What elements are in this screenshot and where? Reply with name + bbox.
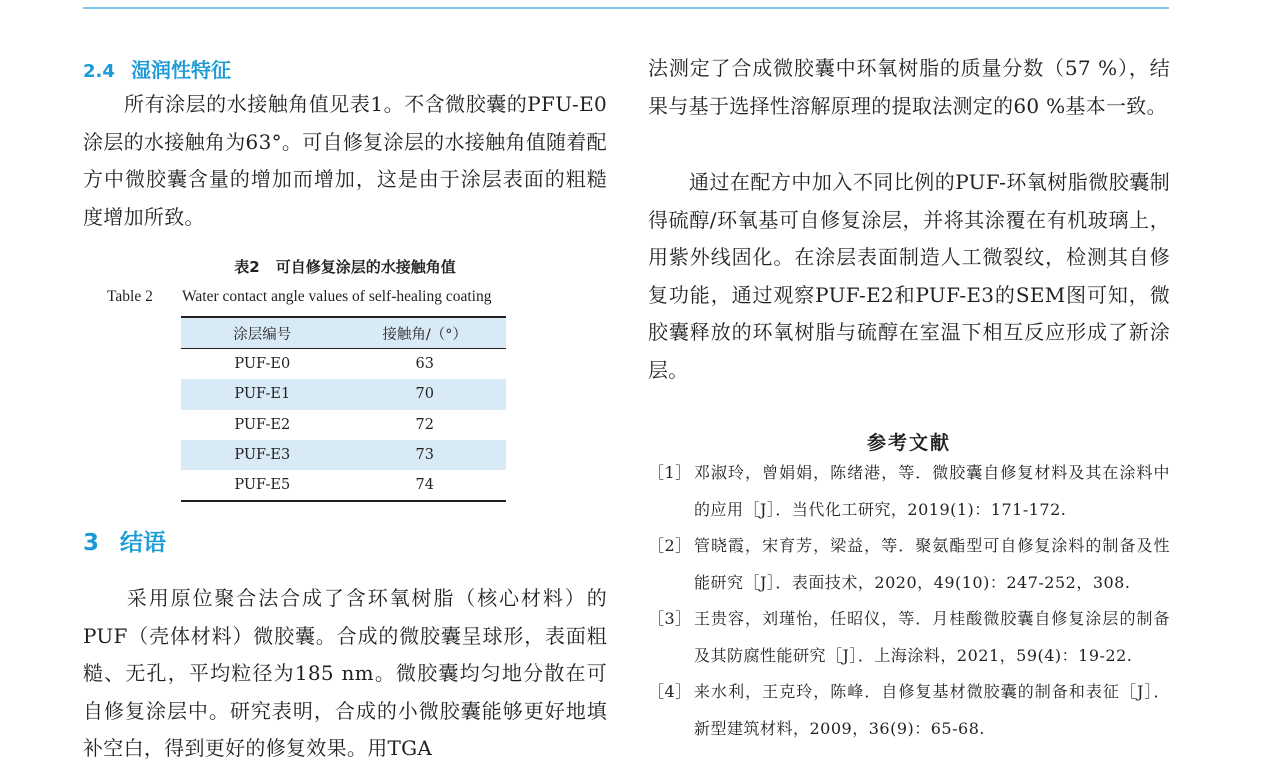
- cell-contact-angle: 73: [415, 446, 434, 463]
- cell-coating-id: PUF-E5: [234, 477, 291, 494]
- reference-number: ［1］: [648, 463, 692, 482]
- paragraph-tga-result: 法测定了合成微胶囊中环氧树脂的质量分数（57 %），结果与基于选择性溶解原理的提取法测定的60 %基本一致。: [648, 56, 1170, 118]
- paragraph-self-healing: 通过在配方中加入不同比例的PUF-环氧树脂微胶囊制得硫醇/环氧基可自修复涂层，并将其涂覆在有机玻璃上，用紫外线固化。在涂层表面制造人工微裂纹，检测其自修复功能，通过观察PUF-E2和PUF-E3的SEM图可知，微胶囊释放的环氧树脂与硫醇在室温下相互反应形成了新涂层。: [648, 170, 1170, 382]
- table-row: [181, 349, 506, 380]
- table-row: [181, 410, 506, 440]
- reference-number: ［3］: [648, 609, 692, 628]
- reference-text: 王贵容，刘瑾怡，任昭仪，等．月桂酸微胶囊自修复涂层的制备及其防腐性能研究［J］．上海涂料，2021，59(4)：19-22.: [694, 609, 1170, 665]
- section-number: 3: [83, 530, 100, 556]
- reference-list: [648, 455, 1170, 747]
- reference-number: ［2］: [648, 536, 692, 555]
- cell-contact-angle: 63: [415, 356, 434, 373]
- cell-contact-angle: 74: [415, 477, 434, 494]
- section-heading-3: [83, 524, 166, 557]
- paragraph-conclusion: 采用原位聚合法合成了含环氧树脂（核心材料）的PUF（壳体材料）微胶囊。合成的微胶囊呈球形，表面粗糙、无孔，平均粒径为185 nm。微胶囊均匀地分散在可自修复涂层中。研究表明，合成的小微胶囊能够更好地填补空白，得到更好的修复效果。用TGA: [83, 586, 607, 760]
- table-number-cn: 表2: [234, 258, 260, 276]
- header-contact-angle: 接触角/（°）: [382, 326, 468, 343]
- section-title: 湿润性特征: [131, 58, 231, 82]
- reference-item: [648, 674, 1170, 747]
- table-title-en: Water contact angle values of self-healing coating: [182, 288, 492, 305]
- paragraph-wettability: 所有涂层的水接触角值见表1。不含微胶囊的PFU-E0涂层的水接触角为63°。可自修复涂层的水接触角值随着配方中微胶囊含量的增加而增加，这是由于涂层表面的粗糙度增加所致。: [83, 92, 607, 229]
- reference-item: [648, 455, 1170, 528]
- table-caption-en: [107, 288, 491, 306]
- cell-contact-angle: 70: [415, 386, 434, 403]
- cell-coating-id: PUF-E3: [234, 446, 291, 463]
- section-number: 2.4: [83, 61, 115, 82]
- cell-coating-id: PUF-E2: [234, 416, 291, 433]
- table-title-cn: 可自修复涂层的水接触角值: [275, 258, 456, 276]
- table-header-row: [181, 317, 506, 349]
- reference-text: 来水利，王克玲，陈峰．自修复基材微胶囊的制备和表征［J］．新型建筑材料，2009，36(9)：65-68.: [694, 682, 1170, 738]
- cell-coating-id: PUF-E1: [234, 386, 291, 403]
- reference-number: ［4］: [648, 682, 692, 701]
- table-row: [181, 470, 506, 501]
- reference-text: 邓淑玲，曾娟娟，陈绪港，等．微胶囊自修复材料及其在涂料中的应用［J］．当代化工研究，2019(1)：171-172.: [694, 463, 1170, 519]
- reference-item: [648, 528, 1170, 601]
- section-title: 结语: [120, 530, 166, 556]
- top-rule: [83, 7, 1169, 9]
- reference-text: 管晓霞，宋育芳，梁益，等．聚氨酯型可自修复涂料的制备及性能研究［J］．表面技术，2020，49(10)：247-252，308.: [694, 536, 1170, 592]
- reference-item: [648, 601, 1170, 674]
- cell-contact-angle: 72: [415, 416, 434, 433]
- table-number-en: Table 2: [107, 288, 153, 305]
- cell-coating-id: PUF-E0: [234, 356, 291, 373]
- contact-angle-table: [181, 316, 506, 502]
- table-caption-cn: [83, 256, 607, 277]
- references-heading: 参考文献: [866, 432, 951, 454]
- section-heading-2-4: [83, 54, 231, 83]
- header-coating-id: 涂层编号: [233, 326, 292, 343]
- table-row: [181, 440, 506, 470]
- table-row: [181, 379, 506, 409]
